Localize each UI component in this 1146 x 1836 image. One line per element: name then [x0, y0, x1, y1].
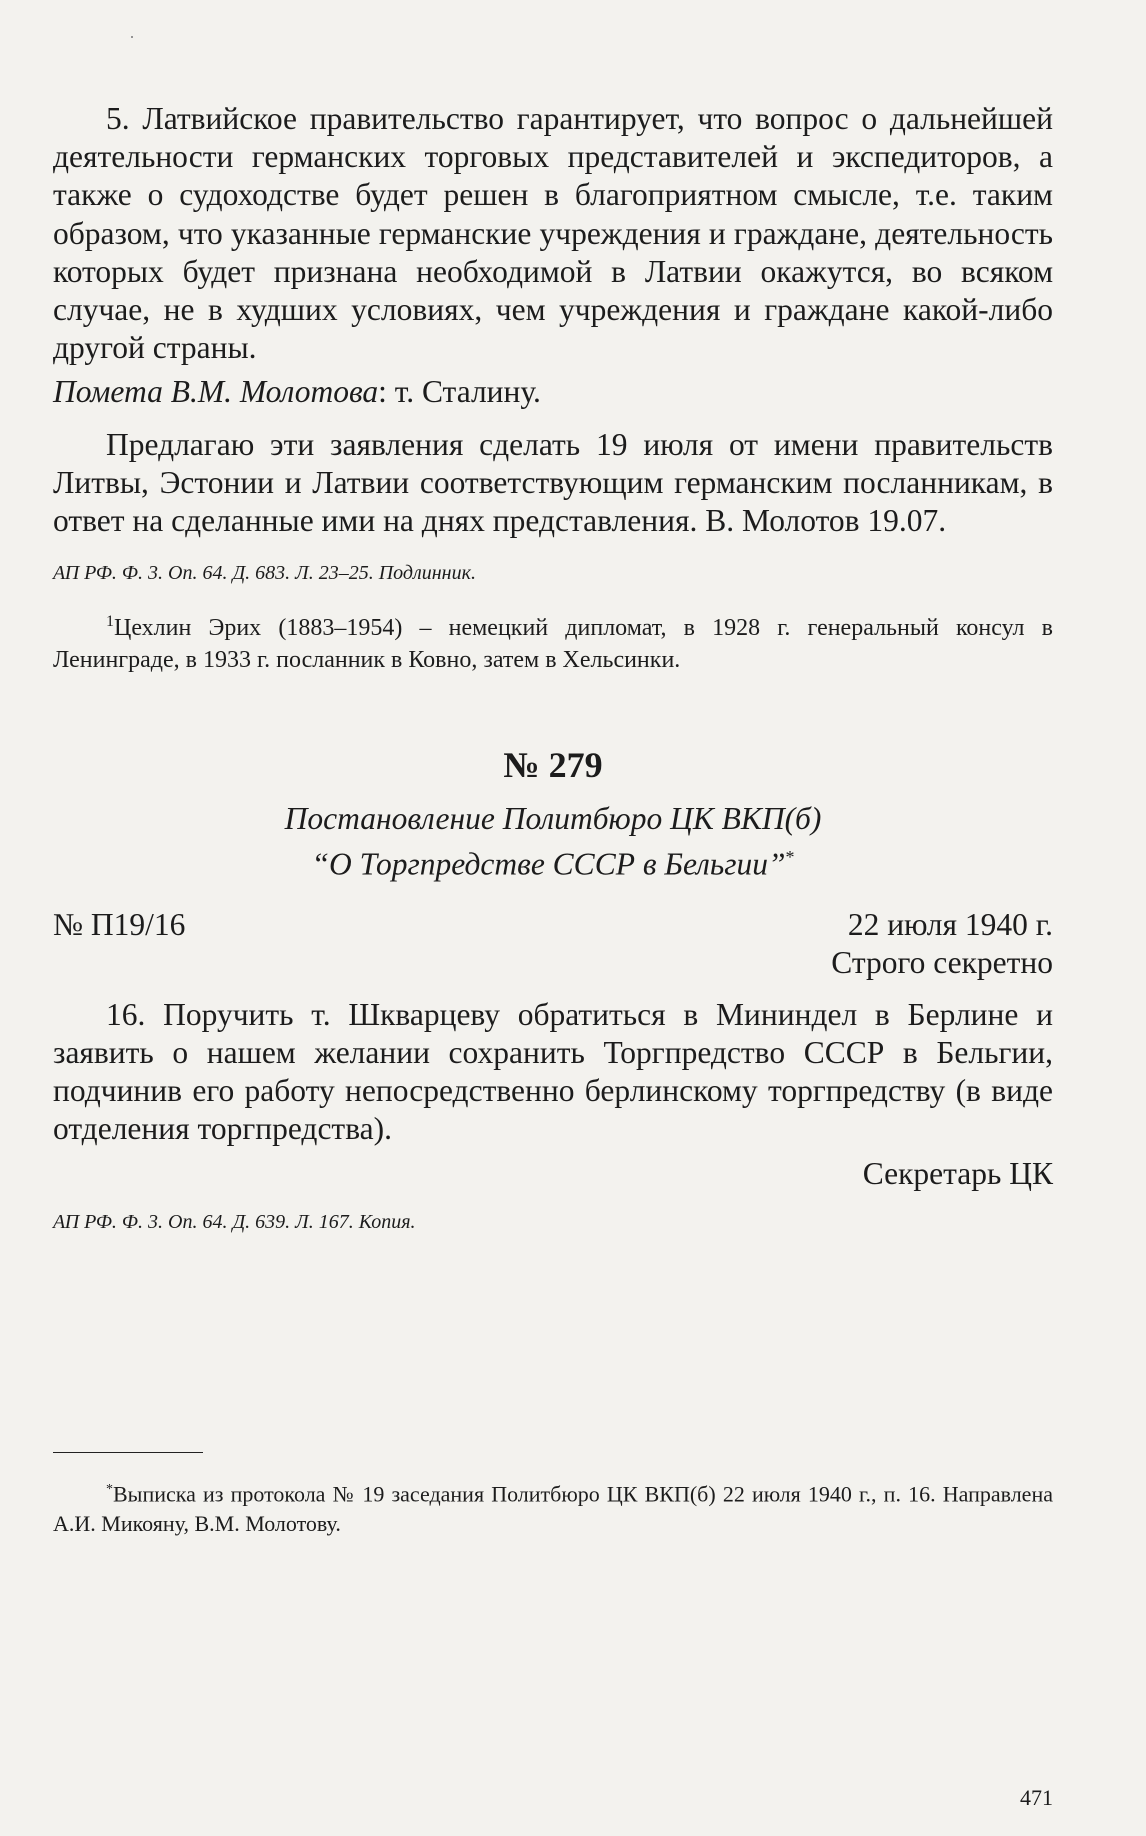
document-title-line-1: Постановление Политбюро ЦК ВКП(б) [284, 801, 822, 837]
item-16: 16. Поручить т. Шкварцеву обратиться в Мининдел в Берлине и заявить о нашем желании сохранить Торгпредство СССР в Бельгии, подчинив его работу непосредственно берлинскому торгпредству (в виде отделения торгпредства). [53, 996, 1053, 1147]
footnote-1-mark: 1 [106, 613, 114, 631]
source-reference-2: АП РФ. Ф. 3. Оп. 64. Д. 639. Л. 167. Копия. [53, 1210, 416, 1233]
spacer [53, 1235, 1053, 1452]
bottom-footnote-mark: * [106, 1481, 113, 1497]
signature: Секретарь ЦК [862, 1155, 1053, 1191]
protocol-number: № П19/16 [53, 906, 186, 942]
document-number: № 279 [503, 745, 603, 786]
footnote-1-text: Цехлин Эрих (1883–1954) – немецкий дипломат, в 1928 г. генеральный консул в Ленинграде, в 1933 г. посланник в Ковно, затем в Хельсинки. [53, 615, 1053, 674]
bottom-footnote-text: Выписка из протокола № 19 заседания Политбюро ЦК ВКП(б) 22 июля 1940 г., п. 16. Направлена А.И. Микояну, В.М. Молотову. [53, 1480, 1053, 1536]
paragraph-5: 5. Латвийское правительство гарантирует, что вопрос о дальнейшей деятельности германских торговых представителей и экспедиторов, а также о судоходстве будет решен в благоприятном смысле, т.е. таким образом, что указанные германские учреждения и граждане, деятельность которых будет признана необходимой в Латвии окажутся, во всяком случае, не в худших условиях, чем учреждения и граждане какой-либо другой страны. [53, 101, 1053, 366]
source-reference-1: АП РФ. Ф. 3. Оп. 64. Д. 683. Л. 23–25. Подлинник. [53, 562, 476, 585]
page-number: 471 [1020, 1785, 1053, 1810]
document-title-line-2 [53, 838, 1053, 884]
molotov-mark-label: Помета В.М. Молотова [53, 374, 379, 410]
footnote-1 [53, 612, 1053, 676]
molotov-mark-text: : т. Сталину. [378, 374, 541, 410]
molotov-mark [53, 373, 1053, 411]
page-speck [131, 36, 133, 38]
document-date: 22 июля 1940 г. [847, 906, 1053, 942]
classification-stamp: Строго секретно [831, 944, 1053, 980]
document-title [53, 800, 1053, 884]
document-title-footnote-mark: * [785, 847, 795, 868]
document-page [53, 100, 1053, 1539]
bottom-footnote [53, 1475, 1053, 1539]
protocol-meta-row [53, 906, 1053, 944]
molotov-proposal: Предлагаю эти заявления сделать 19 июля от имени правительств Литвы, Эстонии и Латвии соответствующим германским посланникам, в ответ на сделанные ими на днях представления. В. Молотов 19.07. [53, 426, 1053, 539]
footnote-divider [53, 1452, 203, 1453]
document-title-text-2: “О Торгпредстве СССР в Бельгии” [311, 846, 786, 882]
